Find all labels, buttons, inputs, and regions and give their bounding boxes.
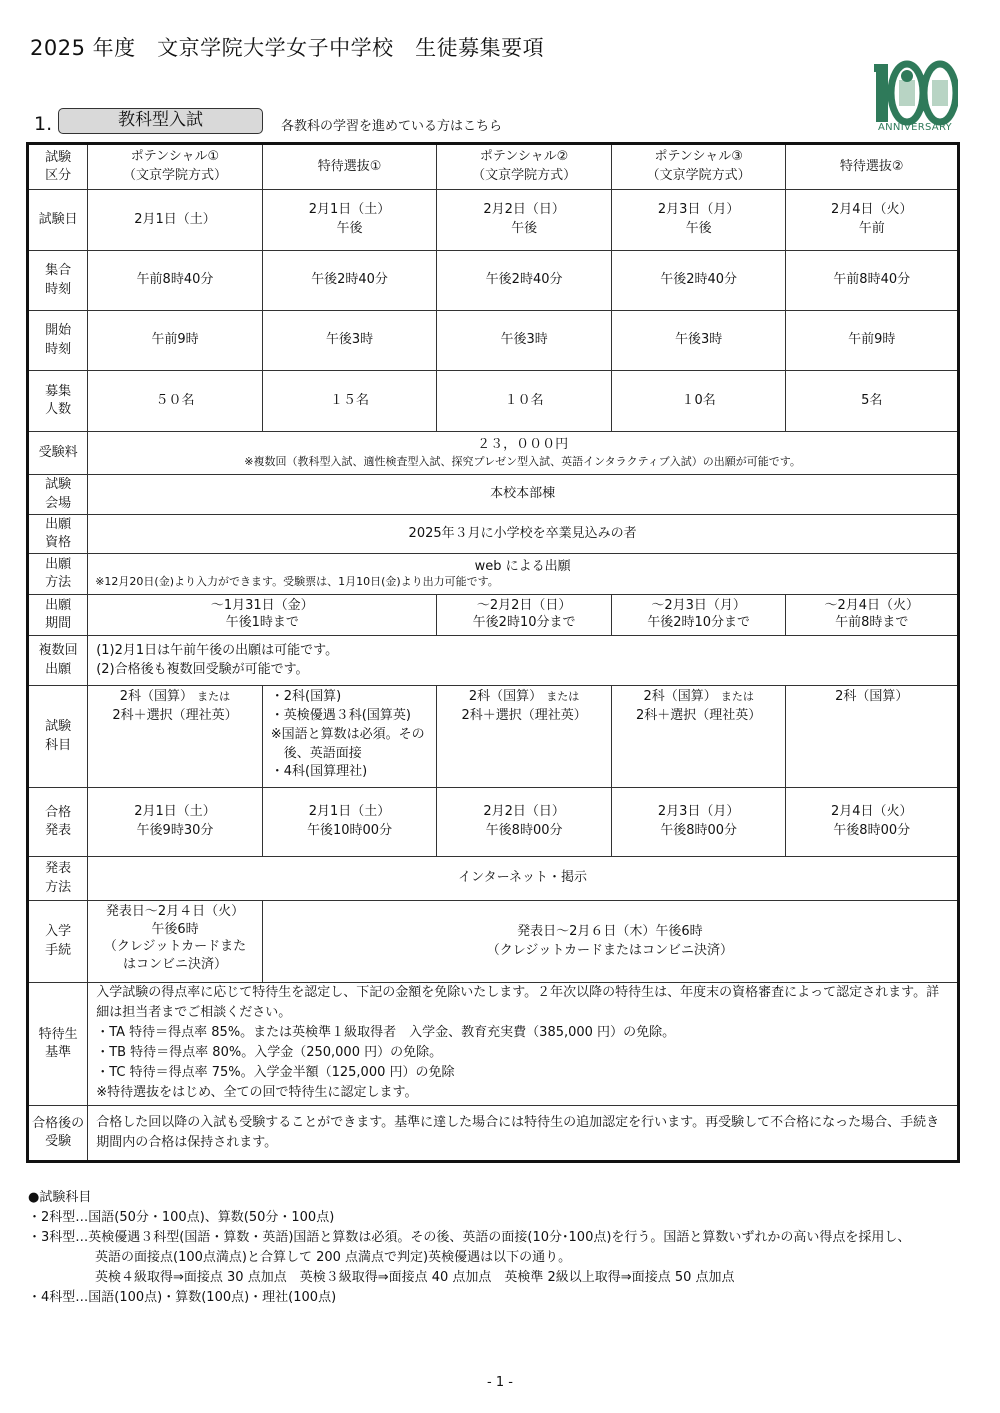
cell-start: 午後3時 [611, 311, 786, 371]
cell-assembly: 午後2時40分 [611, 251, 786, 311]
cell-subjects: ・2科(国算) ・英検優遇３科(国算英) ※国語と算数は必須。その 後、英語面接 ・4科(国算理社) [262, 686, 437, 788]
header-start: 開始 時刻 [28, 311, 88, 371]
section-label: 教科型入試 [58, 108, 263, 134]
cell-after-pass: 合格した回以降の入試も受験することができます。基準に達した場合には特待生の追加認定を行います。再受験して不合格になった場合、手続き期間内の合格は保持されます。 [88, 1106, 959, 1162]
table-row [28, 788, 959, 857]
table-row [28, 475, 959, 515]
table-row [28, 311, 959, 371]
cell-assembly: 午後2時40分 [262, 251, 437, 311]
cell-procedure-rest: 発表日～2月６日（木）午後6時 （クレジットカードまたはコンビニ決済） [262, 901, 958, 983]
cell-qualification: 2025年３月に小学校を卒業見込みの者 [88, 515, 959, 554]
cell-result: 2月4日（火） 午後8時00分 [786, 788, 959, 857]
header-after-pass: 合格後の 受験 [28, 1106, 88, 1162]
table-row [28, 595, 959, 636]
fee-note: ※複数回（教科型入試、適性検査型入試、探究プレゼン型入試、英語インタラクティブ入試）の出願が可能です。 [244, 455, 801, 469]
header-result: 合格 発表 [28, 788, 88, 857]
header-procedure: 入学 手続 [28, 901, 88, 983]
cell-period: ～2月4日（火） 午前8時まで [786, 595, 959, 636]
section-note: 各教科の学習を進めている方はこちら [281, 119, 503, 134]
header-qualification: 出願 資格 [28, 515, 88, 554]
table-row [28, 190, 959, 251]
header-kubun: 試験 区分 [28, 144, 88, 190]
cell-start: 午前9時 [786, 311, 959, 371]
header-subjects: 試験 科目 [28, 686, 88, 788]
header-announce-method: 発表 方法 [28, 857, 88, 901]
table-row [28, 901, 959, 983]
cell-kubun: 特待選抜① [262, 144, 437, 190]
header-capacity: 募集 人数 [28, 371, 88, 432]
cell-capacity: １５名 [262, 371, 437, 432]
cell-multiple: (1)2月1日は午前午後の出願は可能です。 (2)合格後も複数回受験が可能です。 [88, 636, 959, 686]
cell-subjects: 2科（国算） または 2科＋選択（理社英） [611, 686, 786, 788]
cell-subjects: 2科（国算） または 2科＋選択（理社英） [437, 686, 612, 788]
cell-capacity: １０名 [437, 371, 612, 432]
header-tokutai: 特待生 基準 [28, 983, 88, 1106]
table-row [28, 857, 959, 901]
cell-procedure-first: 発表日～2月４日（火） 午後6時 （クレジットカードまた はコンビニ決済） [88, 901, 263, 983]
cell-start: 午前9時 [88, 311, 263, 371]
header-assembly: 集合 時刻 [28, 251, 88, 311]
cell-assembly: 午後2時40分 [437, 251, 612, 311]
page-number: - 1 - [487, 1375, 513, 1390]
notes-line: ・4科型…国語(100点)・算数(100点)・理社(100点) [28, 1290, 337, 1305]
page-title: 2025 年度 文京学院大学女子中学校 生徒募集要項 [30, 36, 545, 60]
header-venue: 試験 会場 [28, 475, 88, 515]
cell-start: 午後3時 [262, 311, 437, 371]
table-row [28, 1106, 959, 1162]
table-row [28, 371, 959, 432]
table-row [28, 515, 959, 554]
table-row [28, 686, 959, 788]
anniversary-text: ANNIVERSARY [878, 122, 952, 133]
cell-date: 2月1日（土） [88, 190, 263, 251]
method-note: ※12月20日(金)より入力ができます。受験票は、1月10日(金)より出力可能です。 [95, 575, 499, 589]
cell-assembly: 午前8時40分 [88, 251, 263, 311]
table-row [28, 251, 959, 311]
section-number: 1. [34, 113, 53, 135]
cell-capacity: 5名 [786, 371, 959, 432]
cell-capacity: １0名 [611, 371, 786, 432]
cell-period: ～2月2日（日） 午後2時10分まで [437, 595, 612, 636]
notes-heading: ●試験科目 [28, 1190, 92, 1205]
cell-date: 2月3日（月） 午後 [611, 190, 786, 251]
cell-capacity: ５０名 [88, 371, 263, 432]
header-multiple: 複数回 出願 [28, 636, 88, 686]
notes-line: ・3科型…英検優遇３科型(国語・算数・英語)国語と算数は必須。その後、英語の面接(10分･100点)を行う。国語と算数いずれかの高い得点を採用し、 [28, 1230, 911, 1245]
cell-venue: 本校本部棟 [88, 475, 959, 515]
cell-fee [88, 432, 959, 475]
cell-period: ～1月31日（金） 午後1時まで [88, 595, 437, 636]
notes-line: 英検４級取得⇒面接点 30 点加点 英検３級取得⇒面接点 40 点加点 英検準 2級以上取得⇒面接点 50 点加点 [95, 1270, 735, 1285]
header-method: 出願 方法 [28, 554, 88, 595]
cell-tokutai: 入学試験の得点率に応じて特待生を認定し、下記の金額を免除いたします。２年次以降の特待生は、年度末の資格審査によって認定されます。詳細は担当者までご相談ください。 ・TA 特待＝得点率 85%。または英検準１級取得者 入学金、教育充実費（385,000 円）の免除。 ・TB 特待＝得点率 80%。入学金（250,000 円）の免除。 ・TC 特待＝得点率 75%。入学金半額（125,000 円）の免除 ※特待選抜をはじめ、全ての回で特待生に認定します。 [88, 983, 959, 1106]
cell-date: 2月1日（土） 午後 [262, 190, 437, 251]
table-row [28, 554, 959, 595]
cell-result: 2月3日（月） 午後8時00分 [611, 788, 786, 857]
cell-date: 2月4日（火） 午前 [786, 190, 959, 251]
cell-kubun: ポテンシャル② （文京学院方式） [437, 144, 612, 190]
cell-result: 2月2日（日） 午後8時00分 [437, 788, 612, 857]
cell-method [88, 554, 959, 595]
cell-subjects: 2科（国算） [786, 686, 959, 788]
header-period: 出願 期間 [28, 595, 88, 636]
cell-kubun: ポテンシャル① （文京学院方式） [88, 144, 263, 190]
cell-announce-method: インターネット・掲示 [88, 857, 959, 901]
header-fee: 受験料 [28, 432, 88, 475]
cell-start: 午後3時 [437, 311, 612, 371]
table-row [28, 636, 959, 686]
cell-result: 2月1日（土） 午後10時00分 [262, 788, 437, 857]
exam-subjects-notes [28, 1188, 910, 1308]
cell-result: 2月1日（土） 午後9時30分 [88, 788, 263, 857]
table-row [28, 432, 959, 475]
notes-line: 英語の面接点(100点満点)と合算して 200 点満点で判定)英検優遇は以下の通り。 [95, 1250, 572, 1265]
cell-kubun: 特待選抜② [786, 144, 959, 190]
notes-line: ・2科型…国語(50分・100点)、算数(50分・100点) [28, 1210, 335, 1225]
fee-amount: ２３，０００円 [477, 436, 569, 452]
header-date: 試験日 [28, 190, 88, 251]
cell-date: 2月2日（日） 午後 [437, 190, 612, 251]
cell-assembly: 午前8時40分 [786, 251, 959, 311]
cell-subjects: 2科（国算） または 2科＋選択（理社英） [88, 686, 263, 788]
cell-period: ～2月3日（月） 午後2時10分まで [611, 595, 786, 636]
table-row [28, 144, 959, 190]
method-text: web による出願 [474, 558, 571, 574]
exam-table [26, 142, 960, 1163]
table-row [28, 983, 959, 1106]
cell-kubun: ポテンシャル③ （文京学院方式） [611, 144, 786, 190]
